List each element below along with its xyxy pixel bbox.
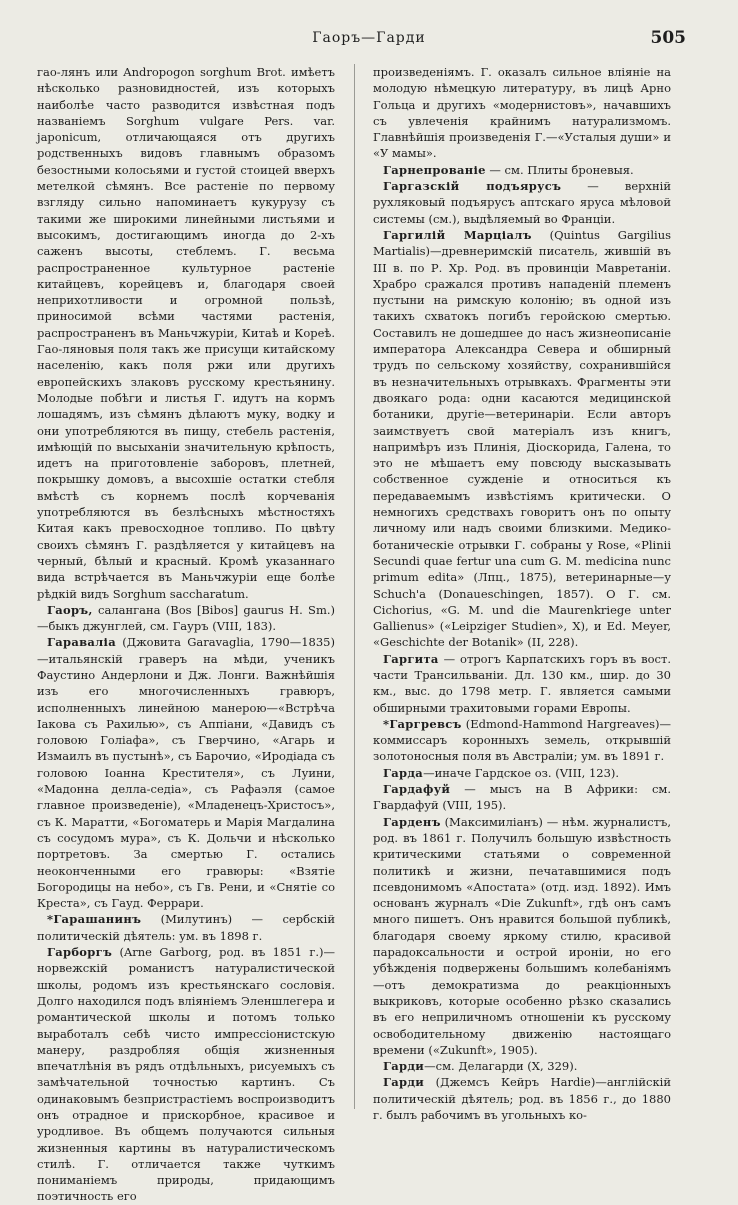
headword: *Гаргревсъ bbox=[383, 716, 462, 731]
entry-text: — см. Плиты броневыя. bbox=[485, 162, 634, 177]
page-number: 505 bbox=[650, 28, 686, 48]
entry bbox=[37, 944, 335, 1205]
page-header bbox=[0, 28, 738, 54]
entry bbox=[373, 178, 671, 227]
entry-text: (Джовита Garavaglia, 1790—1835)—итальянскій граверъ на мѣди, ученикъ Фаустино Андерлони и Дж. Лонги. Важнѣйшія изъ его многочисленныхъ гравюръ, исполненныхъ линейною манерою—«Встрѣча Іакова съ Рахилью», съ Аппіани, «Давидъ съ головою Голіафа», съ Гверчино, «Агарь и Измаилъ въ пустынѣ», съ Барочио, «Иродіада съ головою Іоанна Крестителя», съ Луини, «Мадонна делла-седіа», съ Рафаэля (самое главное произведеніе), «Младенецъ-Христосъ», съ К. Маратти, «Богоматерь и Марія Магдалина съ сосудомъ мура», съ К. Дольчи и нѣсколько портретовъ. За смертью Г. остались неоконченными его гравюры: «Взятіе Богородицы на небо», съ Гв. Рени, и «Снятіе со Креста», съ Гауд. Феррари. bbox=[37, 635, 335, 911]
entry bbox=[373, 814, 671, 1058]
headword: Гарда bbox=[383, 765, 424, 780]
headword: Гаргита bbox=[383, 651, 439, 666]
entry-text: (Arne Garborg, род. въ 1851 г.)—норвежскій романистъ натуралистической школы, родомъ изъ крестьянскаго сословія. Долго находился подъ вліяніемъ Эленшлегера и романтической школы и потомъ только выработалъ себѣ чисто импрессіонистскую манеру, раздробляя общія жизненныя впечатлѣнія въ рядъ отдѣльныхъ, рисуемыхъ съ замѣчательной точностью картинъ. Съ одинаковымъ безпристрастіемъ воспроизводитъ онъ отрадное и прискорбное, красивое и уродливое. Въ общемъ получаются сильныя жизненныя картины въ натуралистическомъ стилѣ. Г. отличается также чуткимъ пониманіемъ природы, придающимъ поэтичность его bbox=[37, 945, 335, 1204]
entry-text: (Максимиліанъ) — нѣм. журналистъ, род. въ 1861 г. Получилъ большую извѣстность критическими статьями о современной политикѣ и жизни, печатавшимися подъ псевдонимомъ «Апостата» (отд. изд. 1892). Имъ основанъ журналъ «Die Zukunft», гдѣ онъ самъ много пишетъ. Онъ нравится большой публикѣ, благодаря своему яркому стилю, красивой парадоксальности и острой ироніи, но его убѣжденія подвержены большимъ колебаніямъ—отъ демократизма до реакціонныхъ выкриковъ, которые особенно рѣзко сказались въ его неприличномъ отношеніи къ русскому освободительному движенію настоящаго времени («Zukunft», 1905). bbox=[373, 814, 671, 1057]
right-column bbox=[373, 64, 671, 1122]
entry bbox=[373, 765, 671, 781]
headword: Гарди bbox=[383, 1059, 425, 1074]
headword: Гарборгъ bbox=[47, 945, 113, 960]
entry bbox=[37, 634, 335, 911]
entry bbox=[373, 162, 671, 178]
headword: Гараваліа bbox=[47, 635, 116, 650]
headword: Гаргилій Марціалъ bbox=[383, 227, 532, 242]
entry-text: (Quintus Gargilius Martialis)—древнеримскій писатель, жившій въ III в. по Р. Хр. Род. въ провинціи Мавретаніи. Храбро сражался противъ нападеній племенъ пустыни на римскую колонію; въ одной изъ такихъ схватокъ погибъ геройскою смертью. Составилъ не дошедшее до насъ жизнеописаніе императора Александра Севера и обширный трудъ по сельскому хозяйству, сохранившійся въ незначительныхъ отрывкахъ. Фрагменты эти двоякаго рода: одни касаются медицинской ботаники, другіе—ветеринаріи. Если авторъ заимствуетъ свой матеріалъ изъ книгъ, напримѣръ изъ Плинія, Діоскорида, Галена, то это не мѣшаетъ ему повсюду высказывать собственное сужденіе и относиться къ передаваемымъ извѣстіямъ критически. О немногихъ средствахъ говоритъ онъ по опыту личному или надъ своими близкими. Медико-ботаническіе отрывки Г. собраны у Rose, «Plinii Secundi quae fertur una cum G. M. medicina nunc primum edita» (Лпц., 1875), ветеринарные—у Schuch'a (Donaueschingen, 1857). О Г. см. Cichorius, «G. M. und die Maurenkriege unter Gallienus» («Leipziger Studien», X), и Ed. Meyer, «Geschichte der Botanik» (II, 228). bbox=[373, 227, 671, 650]
entry bbox=[37, 911, 335, 944]
entry bbox=[373, 651, 671, 716]
headword: Гарденъ bbox=[383, 814, 441, 829]
entry-text: — мысъ на В Африки: см. Гвардафуй (VIII, 195). bbox=[373, 782, 671, 813]
headword: Гарди bbox=[383, 1075, 425, 1090]
entry-text: гао-лянъ или Andropogon sorghum Brot. имѣетъ нѣсколько разновидностей, изъ которыхъ наиболѣе часто разводится извѣстная подъ названіемъ Sorghum vulgare Pers. var. japonicum, отличающаяся отъ другихъ родственныхъ видовъ главнымъ образомъ безостными колосьями и густой стоицей вверхъ метелкой сѣмянъ. Все растеніе по первому взгляду сильно напоминаетъ кукурузу съ такими же широкими линейными листьями и высокимъ, достигающимъ иногда до 2-хъ саженъ высоты, стеблемъ. Г. весьма распространенное культурное растеніе китайцевъ, корейцевъ и, благодаря своей неприхотливости и огромной пользѣ, приносимой всѣми частями растенія, распространенъ въ Маньчжуріи, Китаѣ и Кореѣ. Гао-ляновыя поля такъ же присущи китайскому населенію, какъ поля ржи или другихъ европейскихъ злаковъ русскому крестьянину. Молодые побѣги и листья Г. идутъ на кормъ лошадямъ, изъ сѣмянъ дѣлаютъ муку, водку и они употребляются въ пищу, стебель растенія, имѣющій по высыханіи значительную крѣпость, идетъ на приготовленіе заборовъ, плетней, покрышку домовъ, а высохшіе остатки стебля вмѣстѣ съ корнемъ послѣ корчеванія употребляются въ безлѣсныхъ мѣстностяхъ Китая какъ превосходное топливо. По цвѣту своихъ сѣмянъ Г. раздѣляется у китайцевъ на черный, бѣлый и красный. Кромѣ указаннаго вида встрѣчается въ Маньчжуріи еще болѣе рѣдкій видъ Sorghum saccharatum. bbox=[37, 65, 335, 601]
entry bbox=[373, 227, 671, 651]
entry bbox=[37, 64, 335, 602]
entry bbox=[373, 64, 671, 162]
entry-text: — отрогъ Карпатскихъ горъ въ вост. части Трансильваніи. Дл. 130 км., шир. до 30 км., выс. до 1798 метр. Г. является самыми обширными трахитовыми горами Европы. bbox=[373, 651, 671, 715]
entry-text: (Джемсъ Кейръ Hardie)—англійскій политическій дѣятель; род. въ 1856 г., до 1880 г. былъ рабочимъ въ угольныхъ ко- bbox=[373, 1075, 671, 1122]
entry-text: —иначе Гардское оз. (VIII, 123). bbox=[423, 765, 620, 780]
left-column bbox=[37, 64, 335, 1204]
entry-text: —см. Делагарди (X, 329). bbox=[424, 1059, 578, 1074]
entry bbox=[373, 716, 671, 765]
headword: Гарнепрованіе bbox=[383, 162, 486, 177]
running-head: Гаоръ—Гарди bbox=[312, 30, 426, 46]
entry-text: (Милутинъ) — сербскій политическій дѣятель: ум. въ 1898 г. bbox=[37, 912, 335, 943]
entry-text: (Edmond-Hammond Hargreaves)—коммиссаръ коронныхъ земель, открывшій золотоносныя поля въ Австраліи; ум. въ 1891 г. bbox=[373, 716, 671, 764]
entry bbox=[373, 1058, 671, 1074]
entry bbox=[373, 1074, 671, 1123]
headword: *Гарашанинъ bbox=[47, 912, 142, 927]
headword: Гаоръ, bbox=[47, 602, 93, 617]
headword: Гардафуй bbox=[383, 782, 451, 797]
entry bbox=[373, 781, 671, 814]
headword: Гаргазскій подъярусъ bbox=[383, 179, 562, 194]
column-divider bbox=[354, 64, 355, 1109]
entry-text: произведеніямъ. Г. оказалъ сильное вліяніе на молодую нѣмецкую литературу, въ лицѣ Арно Гольца и другихъ «модернистовъ», начавшихъ съ увлеченія крайнимъ натурализмомъ. Главнѣйшія произведенія Г.—«Усталыя души» и «У мамы». bbox=[373, 65, 671, 161]
entry-text: салангана (Bos [Bibos] gaurus H. Sm.)—быкъ джунглей, см. Гауръ (VIII, 183). bbox=[37, 602, 335, 634]
entry-text: — верхній рухляковый подъярусъ аптскаго яруса мѣловой системы (см.), выдѣляемый во Франціи. bbox=[373, 179, 671, 226]
entry bbox=[37, 602, 335, 635]
